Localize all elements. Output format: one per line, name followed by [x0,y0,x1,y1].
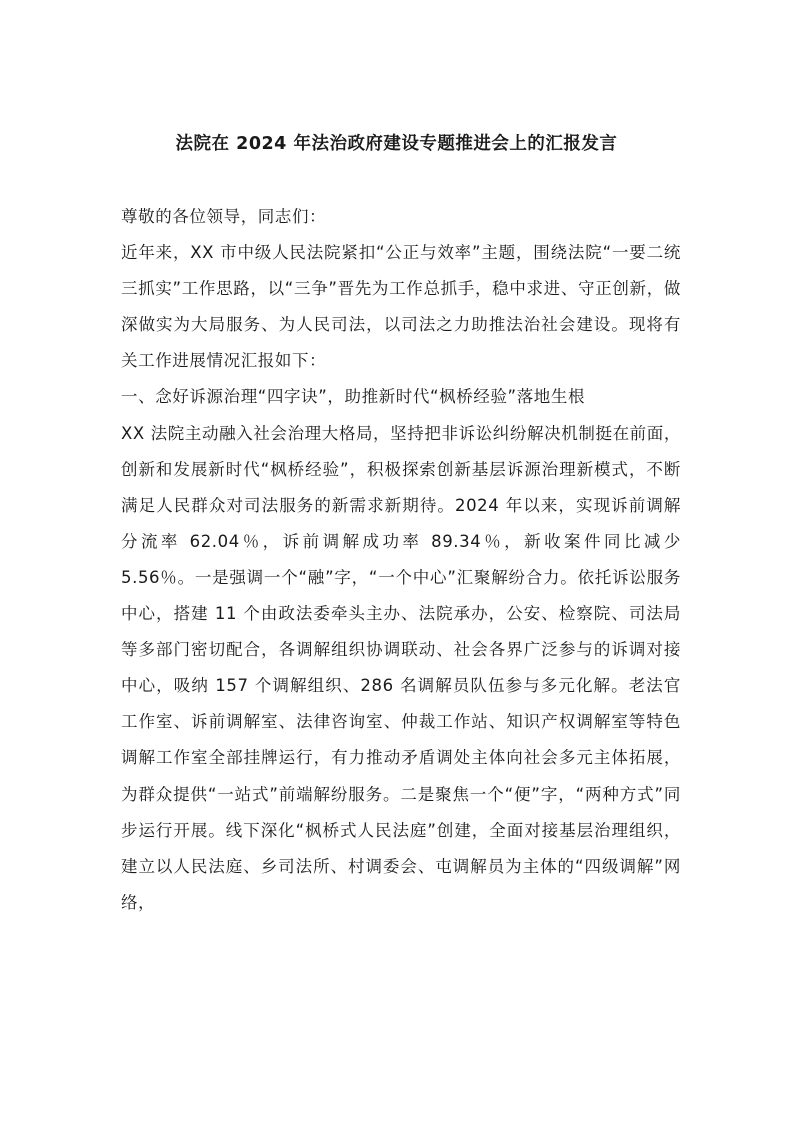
document-body [121,199,681,921]
section-heading-1: 一、念好诉源治理“四字诀”，助推新时代“枫桥经验”落地生根 [121,387,586,407]
paragraph-section-1: XX 法院主动融入社会治理大格局，坚持把非诉讼纠纷解决机制挺在前面，创新和发展新时代“枫桥经验”，积极探索创新基层诉源治理新模式，不断满足人民群众对司法服务的新需求新期待。2024 年以来，实现诉前调解分流率 62.04％，诉前调解成功率 89.34％，新收案件同比减少 5.56％。一是强调一个“融”字，“一个中心”汇聚解纷合力。依托诉讼服务中心，搭建 11 个由政法委牵头主办、法院承办，公安、检察院、司法局等多部门密切配合，各调解组织协调联动、社会各界广泛参与的诉调对接中心，吸纳 157 个调解组织、286 名调解员队伍参与多元化解。老法官工作室、诉前调解室、法律咨询室、仲裁工作站、知识产权调解室等特色调解工作室全部挂牌运行，有力推动矛盾调处主体向社会多元主体拓展，为群众提供“一站式”前端解纷服务。二是聚焦一个“便”字，“两种方式”同步运行开展。线下深化“枫桥式人民法庭”创建，全面对接基层治理组织，建立以人民法庭、乡司法所、村调委会、屯调解员为主体的“四级调解”网络， [121,423,681,912]
document-title: 法院在 2024 年法治政府建设专题推进会上的汇报发言 [175,134,618,154]
paragraph-intro: 近年来，XX 市中级人民法院紧扣“公正与效率”主题，围绕法院“一要二统三抓实”工作思路，以“三争”晋先为工作总抓手，稳中求进、守正创新，做深做实为大局服务、为人民司法，以司法之力助推法治社会建设。现将有关工作进展情况汇报如下： [121,243,681,371]
salutation: 尊敬的各位领导，同志们： [121,207,327,226]
